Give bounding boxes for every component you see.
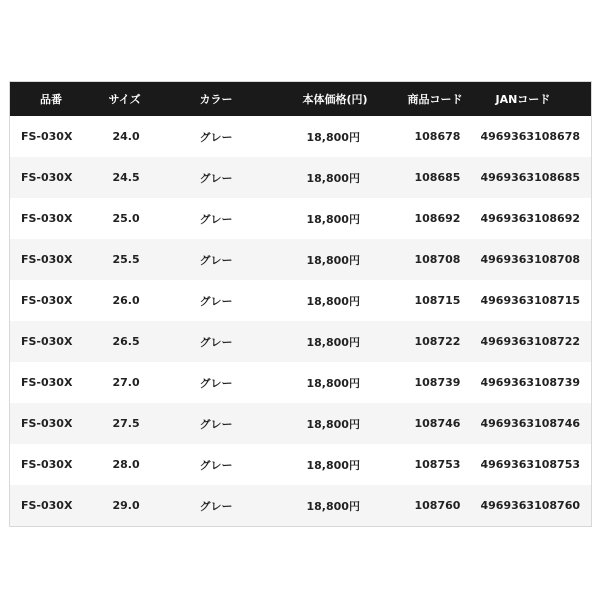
table-row <box>10 362 592 403</box>
cell-price: 18,800円 <box>273 444 380 485</box>
cell-jan-code: 4969363108715 <box>466 280 592 321</box>
cell-price: 18,800円 <box>273 116 380 157</box>
cell-color: グレー <box>183 280 273 321</box>
cell-product-code: 108722 <box>380 321 466 362</box>
cell-color: グレー <box>183 403 273 444</box>
cell-price: 18,800円 <box>273 280 380 321</box>
cell-size: 26.0 <box>96 280 183 321</box>
cell-size: 26.5 <box>96 321 183 362</box>
cell-product-number: FS-030X <box>10 362 96 403</box>
cell-size: 27.0 <box>96 362 183 403</box>
cell-size: 27.5 <box>96 403 183 444</box>
table-row <box>10 485 592 527</box>
cell-color: グレー <box>183 239 273 280</box>
product-spec-table <box>9 81 592 527</box>
cell-size: 29.0 <box>96 485 183 527</box>
header-jan-code: JANコード <box>466 82 592 117</box>
table-row <box>10 280 592 321</box>
header-price: 本体価格(円) <box>273 82 380 117</box>
cell-product-code: 108708 <box>380 239 466 280</box>
cell-color: グレー <box>183 157 273 198</box>
cell-jan-code: 4969363108685 <box>466 157 592 198</box>
cell-price: 18,800円 <box>273 485 380 527</box>
cell-product-code: 108760 <box>380 485 466 527</box>
cell-color: グレー <box>183 116 273 157</box>
cell-jan-code: 4969363108692 <box>466 198 592 239</box>
cell-color: グレー <box>183 444 273 485</box>
cell-price: 18,800円 <box>273 157 380 198</box>
table-row <box>10 198 592 239</box>
cell-product-code: 108685 <box>380 157 466 198</box>
table-row <box>10 403 592 444</box>
cell-jan-code: 4969363108746 <box>466 403 592 444</box>
cell-product-number: FS-030X <box>10 403 96 444</box>
cell-color: グレー <box>183 321 273 362</box>
cell-product-code: 108692 <box>380 198 466 239</box>
cell-price: 18,800円 <box>273 403 380 444</box>
table-row <box>10 444 592 485</box>
cell-product-number: FS-030X <box>10 321 96 362</box>
cell-jan-code: 4969363108708 <box>466 239 592 280</box>
table-row <box>10 239 592 280</box>
cell-product-code: 108746 <box>380 403 466 444</box>
cell-product-number: FS-030X <box>10 280 96 321</box>
cell-price: 18,800円 <box>273 239 380 280</box>
cell-jan-code: 4969363108739 <box>466 362 592 403</box>
cell-product-code: 108753 <box>380 444 466 485</box>
cell-color: グレー <box>183 362 273 403</box>
cell-size: 24.0 <box>96 116 183 157</box>
header-size: サイズ <box>96 82 183 117</box>
cell-size: 25.0 <box>96 198 183 239</box>
cell-product-number: FS-030X <box>10 239 96 280</box>
cell-product-number: FS-030X <box>10 444 96 485</box>
table-row <box>10 321 592 362</box>
cell-color: グレー <box>183 485 273 527</box>
cell-product-number: FS-030X <box>10 198 96 239</box>
cell-size: 24.5 <box>96 157 183 198</box>
header-product-number: 品番 <box>10 82 96 117</box>
cell-size: 28.0 <box>96 444 183 485</box>
cell-product-number: FS-030X <box>10 157 96 198</box>
cell-product-code: 108678 <box>380 116 466 157</box>
cell-jan-code: 4969363108678 <box>466 116 592 157</box>
cell-color: グレー <box>183 198 273 239</box>
cell-price: 18,800円 <box>273 362 380 403</box>
cell-product-number: FS-030X <box>10 485 96 527</box>
table-row <box>10 116 592 157</box>
cell-product-code: 108715 <box>380 280 466 321</box>
cell-product-number: FS-030X <box>10 116 96 157</box>
cell-price: 18,800円 <box>273 321 380 362</box>
cell-price: 18,800円 <box>273 198 380 239</box>
header-color: カラー <box>183 82 273 117</box>
cell-jan-code: 4969363108760 <box>466 485 592 527</box>
cell-size: 25.5 <box>96 239 183 280</box>
cell-jan-code: 4969363108722 <box>466 321 592 362</box>
cell-jan-code: 4969363108753 <box>466 444 592 485</box>
cell-product-code: 108739 <box>380 362 466 403</box>
table-row <box>10 157 592 198</box>
table-header-row <box>10 82 592 117</box>
header-product-code: 商品コード <box>380 82 466 117</box>
